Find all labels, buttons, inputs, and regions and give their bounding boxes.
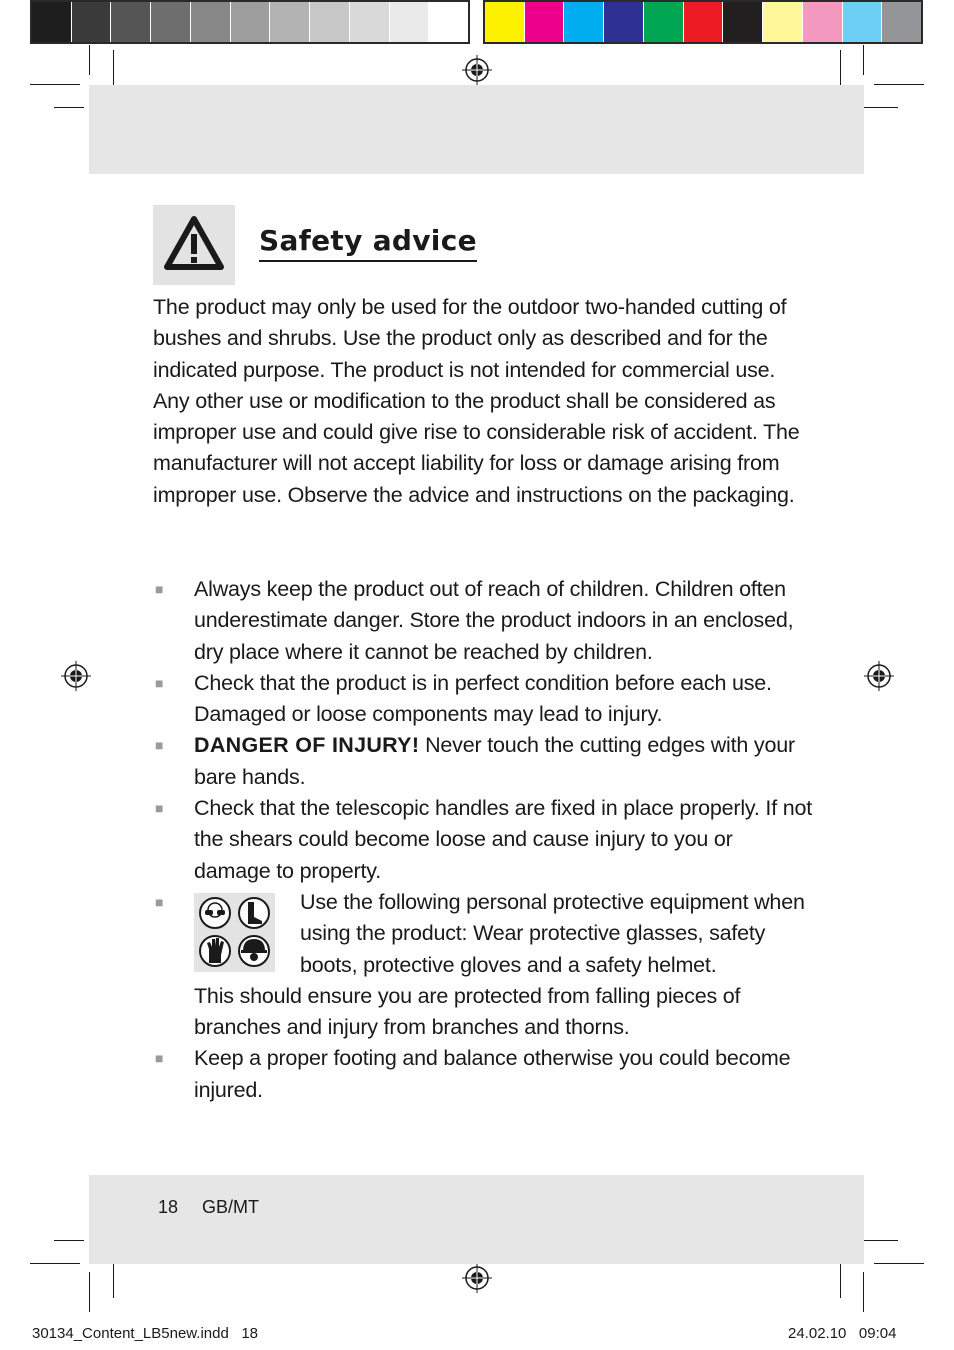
crop-mark (840, 1258, 841, 1298)
crop-mark (54, 107, 84, 108)
bullet-marker: ■ (155, 800, 164, 817)
crop-mark (113, 1258, 114, 1298)
ppe-icons-panel (194, 893, 275, 972)
safety-glasses-icon (200, 898, 230, 928)
warning-triangle-icon (153, 205, 235, 285)
color-swatch (525, 2, 565, 42)
color-swatch (723, 2, 763, 42)
header-band (89, 85, 864, 174)
file-slug: 30134_Content_LB5new.indd 18 (32, 1325, 259, 1342)
color-swatch (111, 2, 151, 42)
color-swatch (882, 2, 921, 42)
color-swatch (191, 2, 231, 42)
registration-target-icon (61, 661, 91, 691)
bullet-marker: ■ (155, 674, 164, 691)
page-number: 18 (158, 1197, 179, 1217)
crop-mark (874, 84, 924, 85)
list-item (153, 793, 813, 887)
color-swatch (310, 2, 350, 42)
list-item (153, 1043, 813, 1106)
bullet-text: This should ensure you are protected from falling pieces of branches and injury from branches and thorns. (194, 983, 741, 1040)
intro-paragraph: The product may only be used for the outdoor two-handed cutting of bushes and shrubs. Use the product only as described and for the indicated purpose. The product is not intended for commercial use. Any other use or modification to the product shall be considered as improper use and could give rise to considerable risk of accident. The manufacturer will not accept liability for loss or damage arising from improper use. Observe the advice and instructions on the packaging. (153, 295, 800, 507)
color-swatch (803, 2, 843, 42)
grayscale-registration-bar (30, 0, 470, 44)
crop-mark (89, 1272, 90, 1312)
crop-mark (863, 45, 864, 75)
list-item (153, 574, 813, 668)
registration-target-icon (462, 1263, 492, 1293)
crop-mark (874, 1263, 924, 1264)
ppe-row (194, 887, 813, 981)
bullet-text: Check that the product is in perfect condition before each use. Damaged or loose components may lead to injury. (194, 670, 772, 727)
color-registration-bar (483, 0, 923, 44)
color-swatch (684, 2, 724, 42)
protective-gloves-icon (200, 936, 230, 966)
bullet-marker: ■ (155, 1050, 164, 1067)
bullet-marker: ■ (155, 581, 164, 597)
color-swatch (485, 2, 525, 42)
footer-band (89, 1175, 864, 1264)
color-swatch (604, 2, 644, 42)
safety-helmet-icon (239, 936, 269, 966)
color-swatch (763, 2, 803, 42)
crop-mark (858, 107, 898, 108)
list-item (153, 887, 813, 1043)
registration-target-icon (864, 661, 894, 691)
bullet-text: Never touch the cutting edges with your bare hands. (194, 733, 795, 789)
locale-label: GB/MT (202, 1197, 259, 1217)
crop-mark (30, 1263, 80, 1264)
crop-mark (840, 50, 841, 90)
color-swatch (429, 2, 468, 42)
crop-mark (54, 1240, 84, 1241)
warning-icon-box (153, 205, 235, 285)
crop-mark (863, 1272, 864, 1312)
safety-boots-icon (239, 898, 269, 928)
color-swatch (390, 2, 430, 42)
color-swatch (644, 2, 684, 42)
safety-bullet-list (153, 574, 813, 1106)
list-item (153, 668, 813, 731)
bullet-marker: ■ (155, 737, 164, 754)
date-slug: 24.02.10 09:04 (788, 1325, 897, 1342)
bullet-text: Always keep the product out of reach of children. Children often underestimate danger. Store the product indoors in an enclosed, dry place where it cannot be reached by children. (194, 577, 794, 664)
bullet-text: Check that the telescopic handles are fixed in place properly. If not the shears could become loose and cause injury to you or damage to property. (194, 796, 813, 883)
color-swatch (151, 2, 191, 42)
crop-mark (113, 50, 114, 90)
color-swatch (32, 2, 72, 42)
bullet-text: Keep a proper footing and balance otherwise you could become injured. (194, 1046, 791, 1102)
crop-mark (89, 45, 90, 75)
color-swatch (564, 2, 604, 42)
color-swatch (350, 2, 390, 42)
color-swatch (270, 2, 310, 42)
list-item (153, 730, 813, 793)
color-swatch (231, 2, 271, 42)
crop-mark (30, 84, 80, 85)
page-title: Safety advice (259, 224, 477, 262)
bullet-text: Use the following personal protective equipment when using the product: Wear protective glasses, safety boots, protective gloves and a safety helmet. (300, 889, 805, 977)
registration-target-icon (462, 55, 492, 85)
bullet-marker: ■ (155, 893, 164, 910)
danger-warning-label: DANGER OF INJURY! (194, 733, 420, 758)
color-swatch (843, 2, 883, 42)
crop-mark (858, 1240, 898, 1241)
color-swatch (72, 2, 112, 42)
